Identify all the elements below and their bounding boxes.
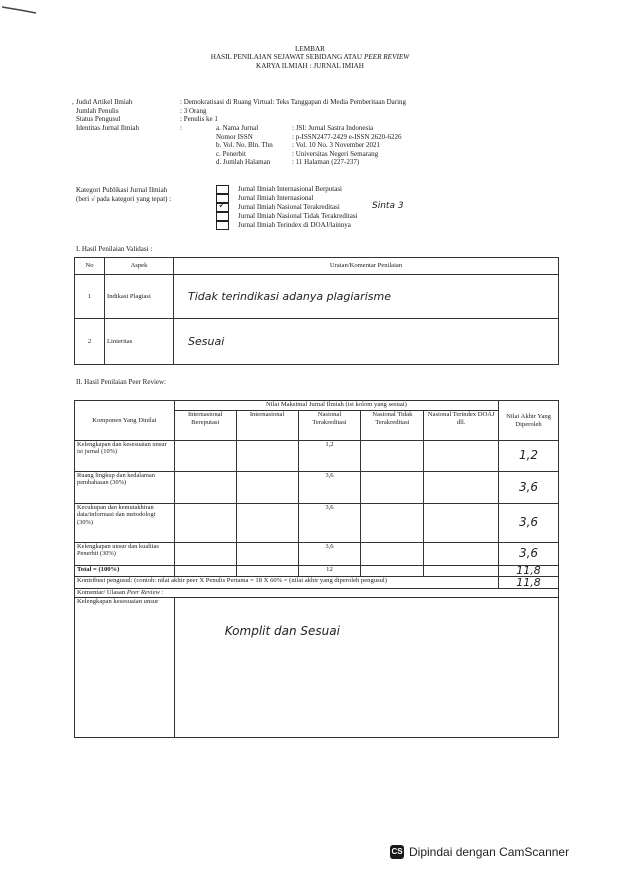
table-row: 2 Linieritas Sesuai [75, 319, 559, 365]
handwritten-score: 3,6 [499, 472, 559, 504]
handwritten-kontribusi: 11,8 [499, 577, 559, 589]
check-mark-icon: ✓ [218, 200, 227, 211]
handwritten-comment: Tidak terindikasi adanya plagiarisme [174, 275, 559, 319]
document-header [0, 45, 620, 70]
header-line-2: HASIL PENILAIAN SEJAWAT SEBIDANG ATAU PEER REVIEW [210, 53, 410, 62]
kategori-option-label: Jurnal Ilmiah Terindex di DOAJ/lainnya [238, 221, 351, 229]
camscanner-watermark [390, 845, 569, 859]
col-header-group: Nilai Maksimal Jurnal Ilmiah (isi kolom yang sesuai) [174, 401, 498, 411]
camscanner-logo-icon: CS [390, 845, 404, 859]
header-line-1: LEMBAR [295, 45, 325, 53]
handwritten-total: 11,8 [499, 566, 559, 577]
handwritten-komentar: Komplit dan Sesuai [224, 623, 340, 638]
handwritten-comment: Sesuai [174, 319, 559, 365]
handwritten-sinta-note: Sinta 3 [372, 201, 404, 211]
header-line-3: KARYA ILMIAH : JURNAL IMIAH [256, 61, 364, 70]
handwritten-score: 1,2 [499, 441, 559, 472]
kategori-checkbox[interactable] [216, 185, 229, 194]
kategori-option-label: Jurnal Ilmiah Internasional Berputasi [238, 185, 342, 193]
identity-block: , Judul Artikel Ilmiah : Demokratisasi di Ruang Virtual: Teks Tanggapan di Media Pemberitaan Daring Jumlah Penulis : 3 Orang Status Pengusul : Penulis ke 1 Identitas Jurnal Ilmiah : [72, 98, 407, 132]
section-2-title: II. Hasil Penilaian Peer Review: [76, 378, 167, 386]
kategori-checkbox[interactable] [216, 221, 229, 230]
handwritten-score: 3,6 [499, 543, 559, 566]
col-header-aspek: Aspek [105, 258, 174, 275]
table-row: Kecukupan dan kemutakhiran data/informasi dan metodologi (30%) 3,6 3,6 [75, 504, 559, 543]
table-row: 1 Indikasi Plagiasi Tidak terindikasi adanya plagiarisme [75, 275, 559, 319]
col-header-no: No [75, 258, 105, 275]
kategori-checkbox[interactable] [216, 212, 229, 221]
pen-mark [0, 0, 60, 20]
total-row: Total = (100%) 12 11,8 [75, 566, 559, 577]
col-header-komentar: Uraian/Komentar Penilaian [174, 258, 559, 275]
peer-review-table: Komponen Yang Dinilai Nilai Maksimal Jurnal Ilmiah (isi kolom yang sesuai) Nilai Akhir Yang Diperoleh Internasional Bereputasi Internasional Nasional Terakreditasi Nasional Tidak Terakreditasi Nasional Terindex DOAJ dll. Kelengkapan dan kesesuaian unsur isi jurnal (10%) 1,2 1,2 Ruang lingkup dan kedalaman pembahasan (30%) 3,6 3,6 Kecukupan dan kemutakhiran data/informasi dan metodologi (30%) 3,6 3,6 Kelengkapan unsur dan kualitas Penerbit (30%) 3,6 3,6 Total = (100%) 12 11,8 Kontribusi pengusul: (contoh: nilai akhir peer X Penulis Pertama = 18 X 60% = (nilai akhir yang diperoleh pengusul) 11,8 Komentar/ Ulasan Peer Review : Kelengkapan kesesuaian unsur Komplit dan Sesuai [74, 400, 559, 738]
camscanner-text: Dipindai dengan CamScanner [409, 845, 570, 859]
table-row: Ruang lingkup dan kedalaman pembahasan (30%) 3,6 3,6 [75, 472, 559, 504]
col-header-komponen: Komponen Yang Dinilai [75, 401, 175, 441]
kategori-option-label: Jurnal Ilmiah Nasional Tidak Terakreditasi [238, 212, 358, 220]
section-1-title: I. Hasil Penilaian Validasi : [76, 245, 153, 253]
journal-block: a. Nama Jurnal : JSI: Jurnal Sastra Indonesia Nomor ISSN : p-ISSN2477-2429 e-ISSN 2620-6226 b. Vol. No. Bln. Thn : Vol. 10 No. 3 November 2021 c. Penerbit : Universitas Negeri Semarang d. Jumlah Halaman : 11 Halaman (227-237) [216, 124, 402, 166]
komentar-cell [174, 597, 558, 737]
table-row: Kelengkapan dan kesesuaian unsur isi jurnal (10%) 1,2 1,2 [75, 441, 559, 472]
col-header-nilai-akhir: Nilai Akhir Yang Diperoleh [499, 401, 559, 441]
kategori-label: Kategori Publikasi Jurnal Ilmiah (beri √ pada kategori yang tepat) : [76, 186, 172, 203]
table-row: Kelengkapan unsur dan kualitas Penerbit (30%) 3,6 3,6 [75, 543, 559, 566]
kategori-option-label: Jurnal Ilmiah Internasional [238, 194, 314, 202]
kontribusi-row: Kontribusi pengusul: (contoh: nilai akhir peer X Penulis Pertama = 18 X 60% = (nilai akhir yang diperoleh pengusul) 11,8 [75, 577, 559, 589]
validasi-table [74, 257, 559, 365]
komentar-label: Kelengkapan kesesuaian unsur [75, 597, 175, 737]
kategori-options [216, 185, 516, 237]
handwritten-score: 3,6 [499, 504, 559, 543]
komentar-title: Komentar/ Ulasan Peer Review : [75, 589, 559, 598]
kategori-option-label: Jurnal Ilmiah Nasional Terakreditasi [238, 203, 340, 211]
